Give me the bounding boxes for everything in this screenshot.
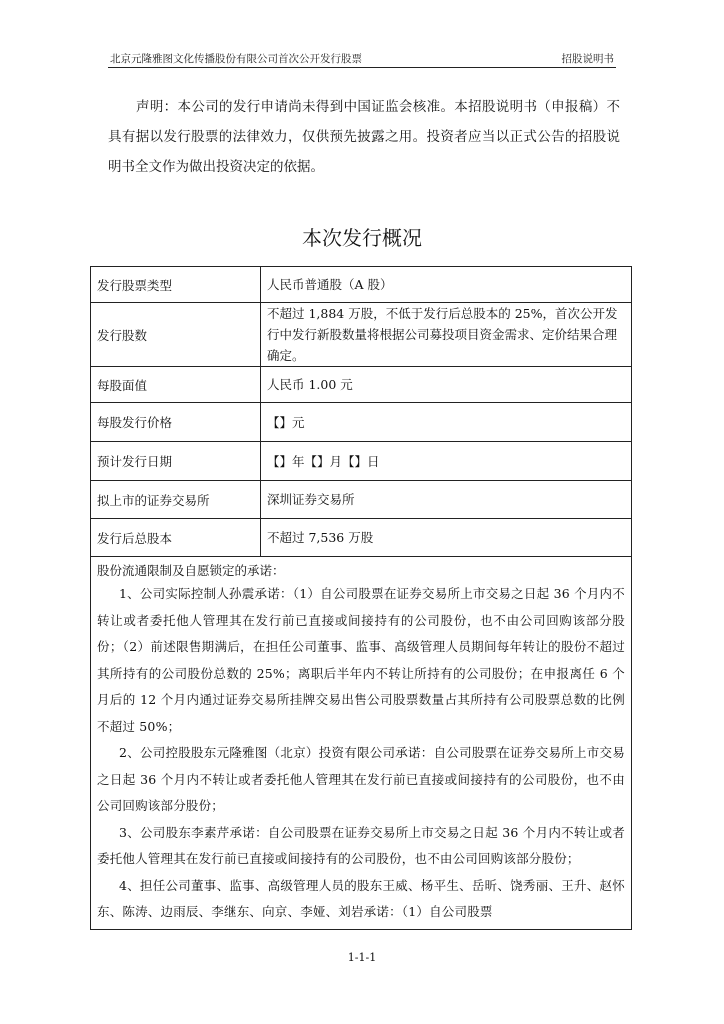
page-header	[108, 49, 616, 68]
table-row	[91, 442, 632, 481]
row-label: 发行股票类型	[91, 267, 261, 303]
row-label: 拟上市的证券交易所	[91, 481, 261, 519]
table-row	[91, 403, 632, 442]
row-label: 每股面值	[91, 367, 261, 403]
table-row	[91, 519, 632, 557]
offering-summary-table	[90, 266, 632, 930]
row-value: 人民币 1.00 元	[261, 367, 632, 403]
row-value: 不超过 7,536 万股	[261, 519, 632, 557]
table-row	[91, 267, 632, 303]
row-value: 不超过 1,884 万股，不低于发行后总股本的 25%，首次公开发行中发行新股数量将根据公司募投项目资金需求、定价结果合理确定。	[261, 303, 632, 367]
lockup-cell	[91, 557, 632, 930]
table-row	[91, 303, 632, 367]
disclaimer-statement: 声明：本公司的发行申请尚未得到中国证监会核准。本招股说明书（申报稿）不具有据以发行股票的法律效力，仅供预先披露之用。投资者应当以正式公告的招股说明书全文作为做出投资决定的依据。	[108, 99, 620, 175]
row-label: 预计发行日期	[91, 442, 261, 481]
lockup-paragraph: 2、公司控股股东元隆雅图（北京）投资有限公司承诺：自公司股票在证券交易所上市交易之日起 36 个月内不转让或者委托他人管理其在发行前已直接或间接持有的公司股份，也不由公司回购该部分股份；	[97, 745, 625, 813]
row-value: 人民币普通股（A 股）	[261, 267, 632, 303]
row-value: 深圳证券交易所	[261, 481, 632, 519]
header-company-name: 北京元隆雅图文化传播股份有限公司首次公开发行股票	[110, 53, 362, 65]
table-row	[91, 481, 632, 519]
row-label: 发行股数	[91, 303, 261, 367]
lockup-title: 股份流通限制及自愿锁定的承诺：	[97, 563, 285, 578]
row-label: 发行后总股本	[91, 519, 261, 557]
row-label: 每股发行价格	[91, 403, 261, 442]
row-value: 【】年【】月【】日	[261, 442, 632, 481]
page-title: 本次发行概况	[302, 226, 422, 250]
table-row-lockup	[91, 557, 632, 930]
header-document-type: 招股说明书	[561, 53, 614, 65]
lockup-paragraph: 1、公司实际控制人孙震承诺：（1）自公司股票在证券交易所上市交易之日起 36 个月内不转让或者委托他人管理其在发行前已直接或间接持有的公司股份，也不由公司回购该部分股份；（2）前述限售期满后，在担任公司董事、监事、高级管理人员期间每年转让的股份不超过其所持有的公司股份总数的 25%；离职后半年内不转让所持有的公司股份；在申报离任 6 个月后的 12 个月内通过证券交易所挂牌交易出售公司股票数量占其所持有公司股票总数的比例不超过 50%；	[97, 586, 625, 734]
row-value: 【】元	[261, 403, 632, 442]
lockup-paragraph: 3、公司股东李素芹承诺：自公司股票在证券交易所上市交易之日起 36 个月内不转让或者委托他人管理其在发行前已直接或间接持有的公司股份，也不由公司回购该部分股份；	[97, 824, 625, 866]
table-row	[91, 367, 632, 403]
lockup-paragraph: 4、担任公司董事、监事、高级管理人员的股东王威、杨平生、岳昕、饶秀丽、王升、赵怀东、陈涛、边雨辰、李继东、向京、李娅、刘岩承诺：（1）自公司股票	[97, 877, 625, 919]
page-number: 1-1-1	[347, 951, 377, 964]
